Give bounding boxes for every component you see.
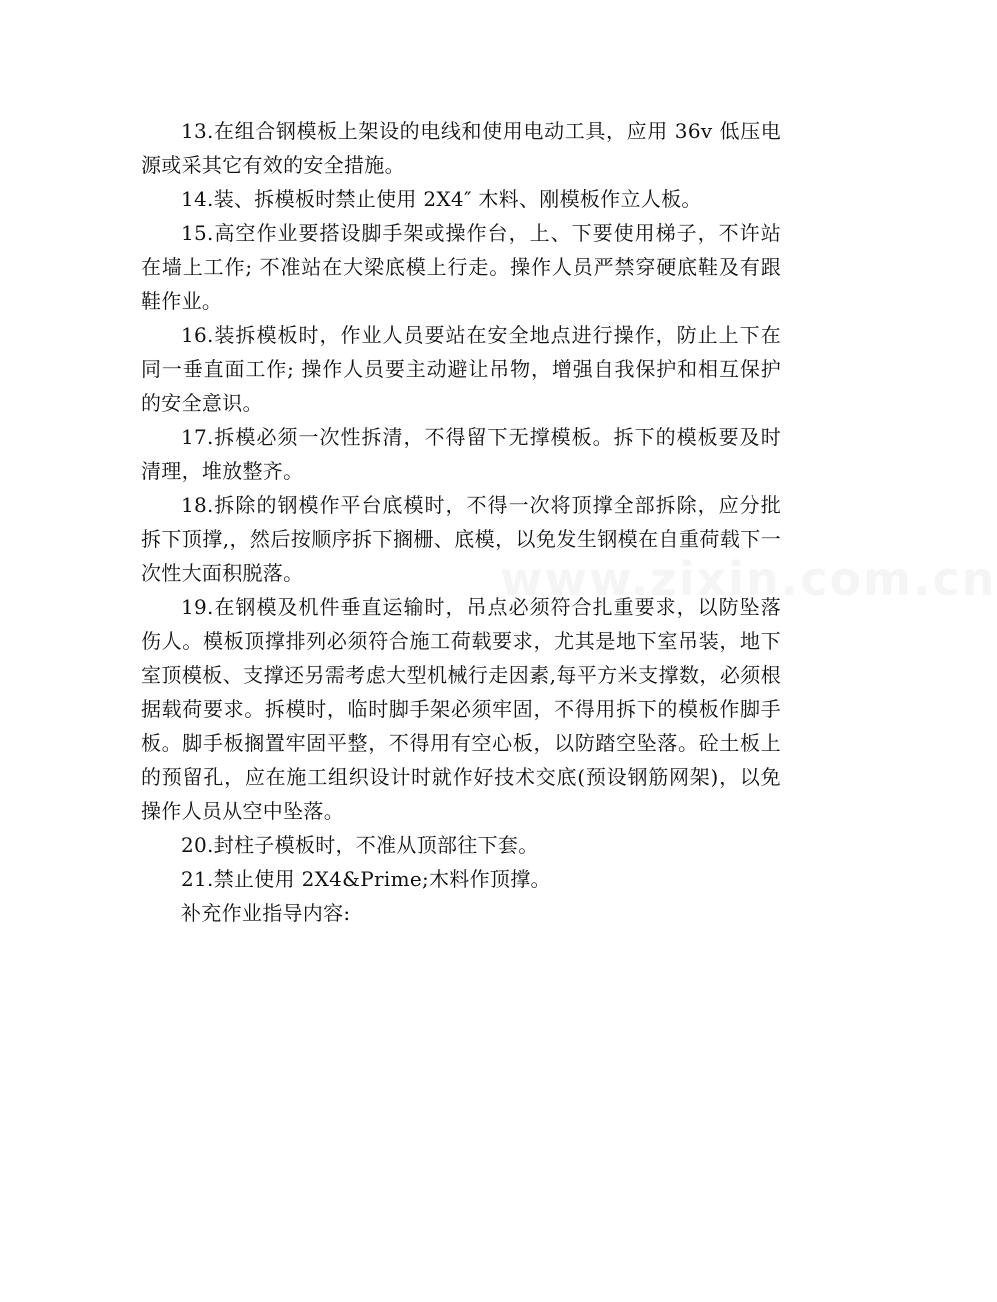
paragraph-19: 19.在钢模及机件垂直运输时，吊点必须符合扎重要求，以防坠落伤人。模板顶撑排列必须符合施工荷载要求，尤其是地下室吊装，地下室顶模板、支撑还另需考虑大型机械行走因素,每平方米支撑数，必须根据载荷要求。拆模时，临时脚手架必须牢固，不得用拆下的模板作脚手板。脚手板搁置牢固平整，不得用有空心板，以防踏空坠落。砼土板上的预留孔，应在施工组织设计时就作好技术交底(预设钢筋网架)，以免操作人员从空中坠落。 — [141, 595, 781, 823]
paragraph-16: 16.装拆模板时，作业人员要站在安全地点进行操作，防止上下在同一垂直面工作; 操作人员要主动避让吊物，增强自我保护和相互保护的安全意识。 — [141, 323, 781, 415]
document-body — [141, 114, 781, 930]
watermark: www.zixin.com.cn — [500, 552, 997, 606]
supplementary-guidance-label: 补充作业指导内容: — [181, 901, 351, 925]
paragraph-14: 14.装、拆模板时禁止使用 2X4″ 木料、刚模板作立人板。 — [181, 187, 702, 211]
paragraph-20: 20.封柱子模板时，不准从顶部往下套。 — [181, 833, 539, 857]
paragraph-15: 15.高空作业要搭设脚手架或操作台，上、下要使用梯子，不许站在墙上工作; 不准站在大梁底模上行走。操作人员严禁穿硬底鞋及有跟鞋作业。 — [141, 221, 781, 313]
paragraph-18: 18.拆除的钢模作平台底模时，不得一次将顶撑全部拆除，应分批拆下顶撑,，然后按顺序拆下搁栅、底模，以免发生钢模在自重荷载下一次性大面积脱落。 — [141, 493, 781, 585]
paragraph-21: 21.禁止使用 2X4&Prime;木料作顶撑。 — [181, 867, 551, 891]
paragraph-13: 13.在组合钢模板上架设的电线和使用电动工具，应用 36v 低压电源或采其它有效的安全措施。 — [141, 119, 781, 177]
paragraph-17: 17.拆模必须一次性拆清，不得留下无撑模板。拆下的模板要及时清理，堆放整齐。 — [141, 425, 781, 483]
